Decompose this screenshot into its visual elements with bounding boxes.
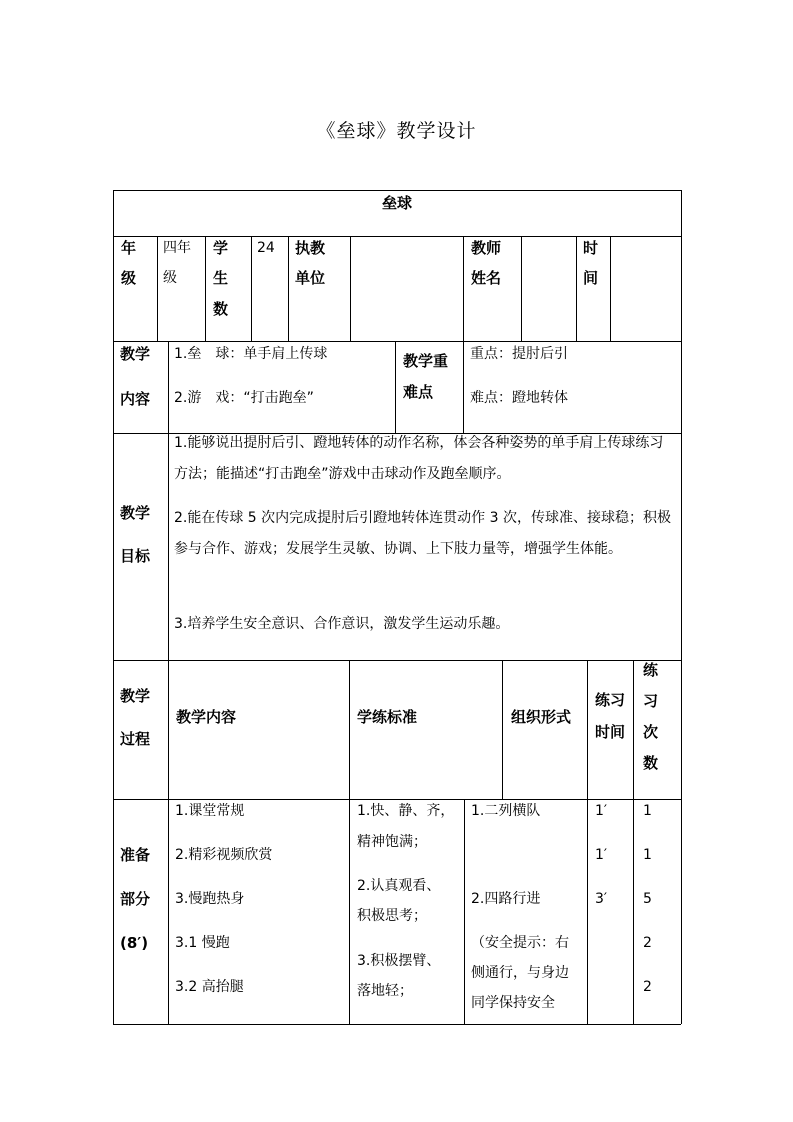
table-rule — [463, 341, 464, 433]
prep-label: 部分 — [120, 890, 151, 908]
content-item: 2.游 戏：“打击跑垒” — [174, 390, 314, 406]
prep-label: 准备 — [120, 846, 151, 864]
prep-time: 3′ — [595, 891, 608, 907]
table-rule — [113, 341, 681, 342]
table-rule — [113, 236, 681, 237]
prep-time: 1′ — [595, 847, 608, 863]
prep-content-item: 3.1 慢跑 — [175, 935, 230, 951]
grade-value: 级 — [163, 270, 177, 286]
time-label: 间 — [583, 269, 599, 287]
grade-value: 四年 — [163, 240, 191, 256]
table-rule — [610, 236, 611, 341]
content-label: 内容 — [120, 390, 151, 408]
table-rule — [395, 341, 396, 433]
prep-standard-line: 3.积极摆臂、 — [357, 953, 441, 969]
prep-content-item: 1.课堂常规 — [175, 803, 245, 819]
goals-label: 目标 — [120, 547, 151, 565]
unit-label: 单位 — [295, 269, 326, 287]
col-header-count: 练 — [643, 661, 659, 679]
table-rule — [251, 236, 252, 341]
prep-content-item: 2.精彩视频欣赏 — [175, 847, 273, 863]
col-header-time: 时间 — [595, 723, 626, 741]
table-border-left — [113, 190, 114, 1024]
prep-standard-line: 积极思考； — [357, 908, 427, 924]
table-rule — [157, 236, 158, 341]
prep-standard-line: 2.认真观看、 — [357, 878, 441, 894]
content-label: 教学 — [120, 345, 151, 363]
students-label: 生 — [213, 269, 229, 287]
col-header-content: 教学内容 — [176, 708, 237, 726]
goals-label: 教学 — [120, 504, 151, 522]
col-header-standard: 学练标准 — [357, 708, 418, 726]
prep-org-line: 同学保持安全 — [471, 995, 555, 1011]
prep-count: 1 — [643, 847, 652, 863]
prep-standard-line: 精神饱满； — [357, 834, 427, 850]
difficulty-point: 难点：蹬地转体 — [470, 390, 568, 406]
table-rule — [349, 660, 350, 1024]
table-rule — [168, 341, 169, 433]
prep-time: 1′ — [595, 803, 608, 819]
table-rule — [587, 660, 588, 1024]
time-label: 时 — [583, 239, 599, 257]
col-header-count: 数 — [643, 754, 659, 772]
content-item: 1.垒 球：单手肩上传球 — [174, 346, 328, 362]
students-label: 数 — [213, 300, 229, 318]
table-rule — [168, 433, 169, 1024]
prep-org-line: 侧通行，与身边 — [471, 965, 569, 981]
col-header-time: 练习 — [595, 691, 626, 709]
col-header-organization: 组织形式 — [511, 708, 572, 726]
prep-org-line: 2.四路行进 — [471, 891, 541, 907]
table-border-bottom — [113, 1024, 681, 1025]
unit-label: 执教 — [295, 239, 326, 257]
table-rule — [113, 660, 681, 661]
table-rule — [633, 660, 634, 1024]
table-rule — [463, 236, 464, 341]
process-label: 过程 — [120, 730, 151, 748]
process-label: 教学 — [120, 687, 151, 705]
table-border-right — [681, 190, 682, 1024]
goal-item: 3.培养学生安全意识、合作意识，激发学生运动乐趣。 — [174, 616, 510, 632]
teacher-label: 姓名 — [471, 269, 502, 287]
grade-label: 级 — [121, 269, 137, 287]
col-header-count: 次 — [643, 723, 659, 741]
grade-label: 年 — [121, 239, 137, 257]
key-point: 重点：提肘后引 — [470, 346, 568, 362]
document-title: 《垒球》教学设计 — [316, 120, 477, 142]
prep-count: 1 — [643, 803, 652, 819]
prep-standard-line: 1.快、静、齐， — [357, 803, 455, 819]
students-label: 学 — [213, 239, 229, 257]
keypoint-label: 难点 — [403, 383, 434, 401]
table-rule — [113, 799, 681, 800]
prep-content-item: 3.慢跑热身 — [175, 891, 245, 907]
keypoint-label: 教学重 — [403, 352, 449, 370]
table-rule — [205, 236, 206, 341]
goal-item: 2.能在传球 5 次内完成提肘后引蹬地转体连贯动作 3 次，传球准、接球稳；积极参与合作、游戏；发展学生灵敏、协调、上下肢力量等，增强学生体能。 — [174, 510, 671, 557]
prep-count: 2 — [643, 935, 652, 951]
table-header: 垒球 — [381, 194, 412, 212]
prep-org-line: （安全提示：右 — [471, 935, 569, 951]
prep-count: 2 — [643, 979, 652, 995]
goal-item: 1.能够说出提肘后引、蹬地转体的动作名称，体会各种姿势的单手肩上传球练习方法；能描述“打击跑垒”游戏中击球动作及跑垒顺序。 — [174, 435, 664, 482]
prep-org-line: 1.二列横队 — [471, 803, 541, 819]
col-header-count: 习 — [643, 692, 659, 710]
table-rule — [576, 236, 577, 341]
table-rule — [464, 799, 465, 1024]
students-value: 24 — [257, 240, 275, 256]
prep-standard-line: 落地轻； — [357, 983, 413, 999]
table-rule — [350, 236, 351, 341]
table-rule — [288, 236, 289, 341]
table-rule — [521, 236, 522, 341]
prep-label: (8′) — [120, 934, 149, 952]
prep-count: 5 — [643, 891, 652, 907]
table-rule — [502, 660, 503, 799]
table-border-top — [113, 190, 681, 191]
prep-content-item: 3.2 高抬腿 — [175, 979, 244, 995]
teacher-label: 教师 — [471, 239, 502, 257]
